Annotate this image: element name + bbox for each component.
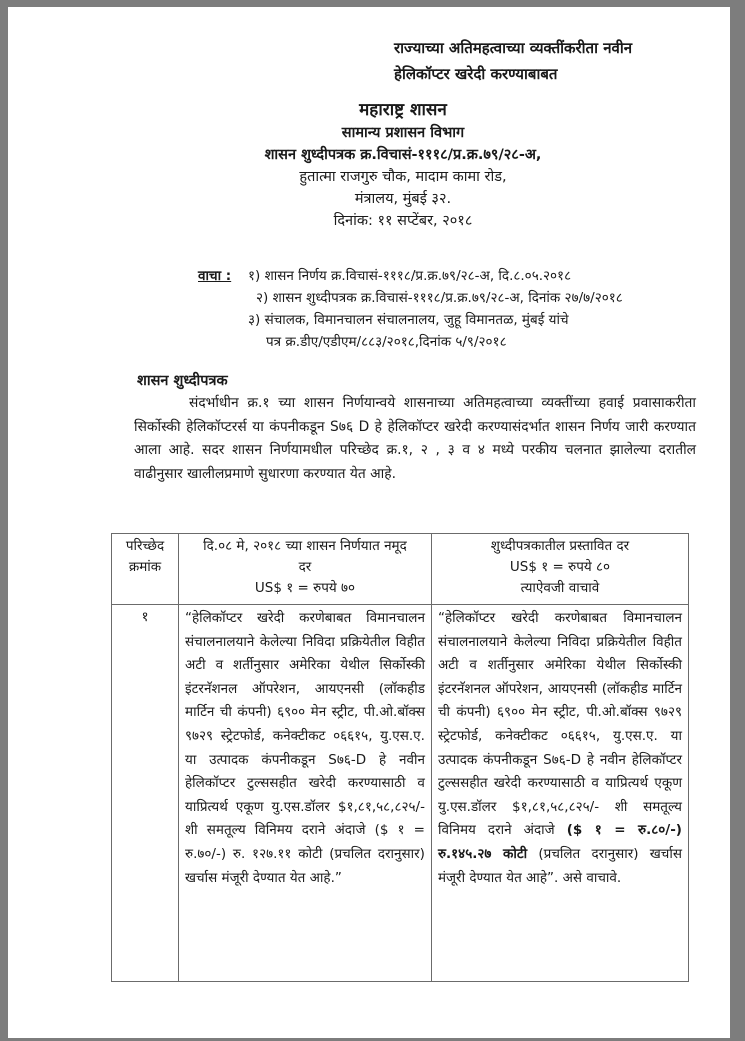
header-text: दर <box>298 559 312 575</box>
revised-text-cell <box>431 605 688 982</box>
header-text: परिच्छेद <box>125 538 165 554</box>
address-line-2: मंत्रालय, मुंबई ३२. <box>354 191 452 207</box>
address-line-1: हुतात्मा राजगुरु चौक, मादाम कामा रोड, <box>299 169 507 185</box>
header-text: दि.०८ मे, २०१८ च्या शासन निर्णयात नमूद <box>203 538 407 554</box>
table-header-row <box>112 534 689 605</box>
table-row <box>112 605 689 982</box>
read-label: वाचा : <box>198 268 232 284</box>
header-text: US$ १ = रुपये ८० <box>509 559 611 575</box>
header-text: US$ १ = रुपये ७० <box>254 580 356 596</box>
revised-amount: ($ १ = रु.८०/-) रु.१४५.२७ कोटी <box>437 822 682 862</box>
subject-line-1: राज्याच्या अतिमहत्वाच्या व्यक्तींकरीता नवीन <box>394 39 633 57</box>
original-text-cell: “हेलिकॉप्टर खरेदी करणेबाबत विमानचालन संचालनालयाने केलेल्या निविदा प्रक्रियेतील विहीत अटी व शर्तीनुसार अमेरिका येथील सिर्कोस्की इंटरनॅशनल ऑपरेशन, आयएनसी (लॉकहीड मार्टिन ची कंपनी) ६९०० मेन स्ट्रीट, पी.ओ.बॉक्स ९७२९ स्ट्रेटफोर्ड, कनेक्टीकट ०६६१५, यु.एस.ए. या उत्पादक कंपनीकडून S७६-D हे नवीन हेलिकॉप्टर टुल्ससहीत खरेदी करण्यासाठी व याप्रित्यर्थ एकूण यु.एस.डॉलर $१,८१,५८,८२५/- शी समतूल्य विनिमय दराने अंदाजे ($ १ = रु.७०/-) रु. १२७.११ कोटी (प्रचलित दरानुसार) खर्चास मंजूरी देण्यात येत आहे.” <box>179 605 432 982</box>
header-paragraph-number <box>112 534 179 605</box>
revised-text: (प्रचलित दरानुसार) खर्चास मंजूरी देण्यात येत आहे”. असे वाचावे. <box>437 845 682 886</box>
reference-item: २) शासन शुध्दीपत्रक क्र.विचासं-१११८/प्र.क्र.७९/२८-अ, दिनांक २७/७/२०१८ <box>256 290 623 306</box>
subject-line-2: हेलिकॉप्टर खरेदी करण्याबाबत <box>394 65 558 83</box>
reference-item: १) शासन निर्णय क्र.विचासं-१११८/प्र.क्र.७९/२८-अ, दि.८.०५.२०१८ <box>248 268 572 284</box>
header-original-rate <box>179 534 432 605</box>
header-revised-rate <box>431 534 688 605</box>
header-text: शुध्दीपत्रकातील प्रस्तावित दर <box>490 538 630 554</box>
reference-number: शासन शुध्दीपत्रक क्र.विचासं-१११८/प्र.क्र.७९/२८-अ, <box>264 147 542 163</box>
revision-table <box>111 533 689 982</box>
document-page <box>8 7 730 1038</box>
letterhead <box>148 98 658 232</box>
revised-text: “हेलिकॉप्टर खरेदी करणेबाबत विमानचालन संचालनालयाने केलेल्या निविदा प्रक्रियेतील विहीत अटी व शर्तीनुसार अमेरिका येथील सिर्कोस्की इंटरनॅशनल ऑपरेशन, आयएनसी (लॉकहीड मार्टिन ची कंपनी) ६९०० मेन स्ट्रीट, पी.ओ.बॉक्स ९७२९ स्ट्रेटफोर्ड, कनेक्टीकट ०६६१५, यु.एस.ए. या उत्पादक कंपनीकडून S७६-D हे नवीन हेलिकॉप्टर टुल्ससहीत खरेदी करण्यासाठी व याप्रित्यर्थ एकूण यु.एस.डॉलर $१,८१,५८,८२५/- शी समतूल्य विनिमय दराने अंदाजे <box>437 610 682 839</box>
references-list <box>198 265 623 353</box>
government-name: महाराष्ट्र शासन <box>359 100 447 120</box>
paragraph-number-cell: १ <box>112 605 179 982</box>
header-text: क्रमांक <box>128 559 162 575</box>
header-text: त्याऐवजी वाचावे <box>520 580 600 596</box>
corrigendum-paragraph <box>134 392 696 486</box>
department-name: सामान्य प्रशासन विभाग <box>341 125 465 141</box>
reference-item: ३) संचालक, विमानचालन संचालनालय, जुहू विमानतळ, मुंबई यांचे <box>248 312 569 328</box>
corrigendum-text: संदर्भाधीन क्र.१ च्या शासन निर्णयान्वये शासनाच्या अतिमहत्वाच्या व्यक्तींच्या हवाई प्रवासाकरीता सिर्कोस्की हेलिकॉप्टरर्स या कंपनीकडून S७६ D हे हेलिकॉप्टर खरेदी करण्यासंदर्भात शासन निर्णय जारी करण्यात आला आहे. सदर शासन निर्णयामधील परिच्छेद क्र.१, २ , ३ व ४ मध्ये परकीय चलनात झालेल्या दरातील वाढीनुसार खालीलप्रमाणे सुधारणा करण्यात येत आहे. <box>134 395 696 482</box>
issue-date: दिनांक: ११ सप्टेंबर, २०१८ <box>333 213 473 229</box>
corrigendum-title: शासन शुध्दीपत्रक <box>137 373 228 389</box>
reference-item: पत्र क्र.डीए/एडीएम/८८३/२०१८,दिनांक ५/९/२०१८ <box>266 334 507 350</box>
